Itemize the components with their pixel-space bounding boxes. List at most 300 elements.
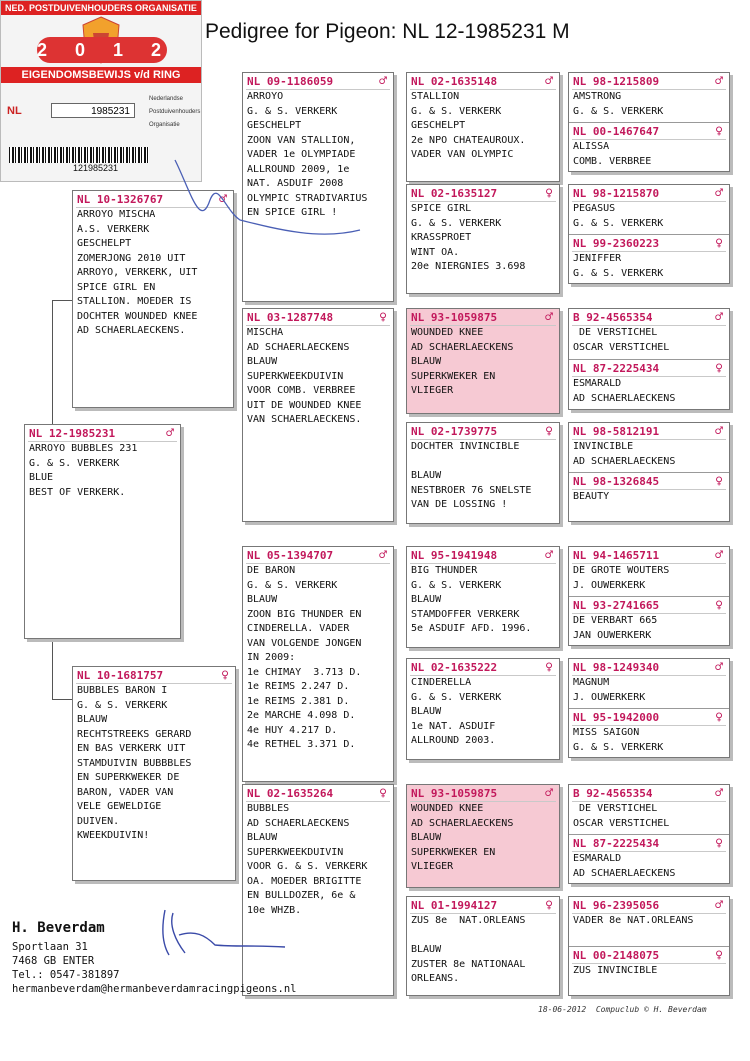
detail-line: G. & S. VERKERK — [77, 699, 168, 711]
ring-number — [569, 897, 729, 913]
detail-line: BARON, VADER VAN — [77, 786, 174, 798]
detail-line: 4e HUY 4.217 D. — [247, 724, 338, 736]
pigeon-entry-g5b — [569, 596, 729, 643]
sex-symbol-icon: ♀ — [715, 836, 723, 851]
ring-number — [243, 785, 393, 801]
detail-line: 5e ASDUIF AFD. 1996. — [411, 623, 532, 634]
ring-number-text: NL 01-1994127 — [411, 899, 498, 912]
pigeon-details — [569, 326, 729, 355]
ring-number — [569, 185, 729, 201]
pigeon-entry-g4a — [569, 423, 729, 469]
ring-number — [569, 659, 729, 675]
detail-line: G. & S. VERKERK — [247, 105, 338, 117]
detail-line: J. OUWERKERK — [573, 579, 646, 591]
ring-number-text: NL 94-1465711 — [573, 549, 660, 562]
detail-line: ARROYO, VERKERK, UIT — [77, 267, 198, 278]
detail-line: ZUS 8e NAT.ORLEANS — [411, 915, 526, 926]
pedigree-box-sd — [242, 308, 394, 522]
owner-phone: Tel.: 0547-381897 — [12, 969, 120, 981]
detail-line: 2e MARCHE 4.098 D. — [247, 710, 356, 721]
detail-line: BLAUW — [247, 594, 278, 605]
ring-number-text: B 92-4565354 — [573, 311, 653, 324]
detail-line: VADER 1e OLYMPIADE — [247, 149, 356, 160]
card-country: NL — [7, 105, 22, 117]
detail-line: VELE GEWELDIGE — [77, 801, 162, 812]
detail-line: AD SCHAERLAECKENS — [411, 341, 514, 353]
detail-line: VADER 8e NAT.ORLEANS — [573, 915, 694, 926]
detail-line: AD SCHAERLAECKENS — [247, 817, 350, 829]
ring-number-text: B 92-4565354 — [573, 787, 653, 800]
pigeon-entry-dsd — [407, 659, 559, 749]
pigeon-entry-g4b — [569, 472, 729, 519]
pigeon-details — [407, 676, 559, 749]
detail-line: 1e REIMS 2.247 D. — [247, 681, 350, 692]
detail-line: MAGNUM — [573, 677, 610, 688]
pigeon-entry-g7a — [569, 785, 729, 831]
detail-line: EN SUPERKWEKER DE — [77, 772, 180, 783]
pigeon-details — [569, 440, 729, 469]
detail-line: ARROYO MISCHA — [77, 209, 156, 220]
detail-line: STAMDOFFER VERKERK — [411, 608, 520, 620]
pigeon-details — [407, 90, 559, 163]
sex-symbol-icon: ♂ — [545, 548, 553, 563]
detail-line: G. & S. VERKERK — [411, 691, 502, 703]
pigeon-details — [569, 914, 729, 943]
owner-signature — [155, 905, 295, 965]
detail-line: G. & S. VERKERK — [573, 741, 664, 753]
detail-line: JAN OUWERKERK — [573, 629, 652, 641]
ring-number — [25, 425, 180, 441]
detail-line: ESMARALD — [573, 853, 622, 864]
pedigree-box-g6a — [568, 658, 730, 758]
pigeon-entry-g8a — [569, 897, 729, 943]
pigeon-entry-sds — [407, 309, 559, 399]
ring-number — [243, 547, 393, 563]
footer-date: 18-06-2012 — [538, 1005, 587, 1014]
detail-line: G. & S. VERKERK — [411, 579, 502, 591]
ring-number-text: NL 02-1739775 — [411, 425, 498, 438]
detail-line: CINDERELLA. VADER — [247, 623, 350, 634]
ring-number — [243, 73, 393, 89]
pedigree-box-g3a — [568, 308, 730, 410]
sex-symbol-icon: ♂ — [715, 786, 723, 801]
detail-line: DOCHTER WOUNDED KNEE — [77, 310, 198, 322]
sex-symbol-icon: ♂ — [715, 898, 723, 913]
detail-line: AD SCHAERLAECKENS — [247, 341, 350, 353]
pigeon-entry-subject — [25, 425, 180, 500]
detail-line: BLAUW — [411, 944, 442, 955]
ring-number-text: NL 10-1326767 — [77, 193, 164, 206]
detail-line: WINT OA. — [411, 246, 460, 258]
pedigree-box-dam — [72, 666, 236, 881]
pigeon-details — [407, 564, 559, 637]
ring-number-text: NL 87-2225434 — [573, 362, 660, 375]
detail-line: PEGASUS — [573, 203, 616, 214]
pedigree-box-g1a — [568, 72, 730, 172]
barcode — [9, 147, 149, 163]
ring-number-text: NL 02-1635264 — [247, 787, 334, 800]
ring-number — [407, 309, 559, 325]
detail-line: OA. MOEDER BRIGITTE — [247, 875, 362, 887]
ring-number-text: NL 09-1186059 — [247, 75, 334, 88]
detail-line: BUBBLES BARON I — [77, 685, 168, 696]
pigeon-details — [407, 326, 559, 399]
detail-line — [411, 455, 555, 470]
pigeon-details — [407, 802, 559, 875]
detail-line: RECHTSTREEKS GERARD — [77, 728, 192, 740]
detail-line: GESCHELPT — [411, 120, 466, 131]
owner-email: hermanbeverdam@hermanbeverdamracingpigeons.nl — [12, 983, 297, 995]
pigeon-details — [569, 614, 729, 643]
sex-symbol-icon: ♂ — [715, 424, 723, 439]
sex-symbol-icon: ♂ — [715, 310, 723, 325]
pigeon-entry-dds — [407, 785, 559, 875]
pigeon-details — [569, 377, 729, 406]
detail-line: ZOON VAN STALLION, — [247, 134, 356, 146]
detail-line: 4e RETHEL 3.371 D. — [247, 739, 356, 750]
sex-symbol-icon: ♀ — [545, 186, 553, 201]
pigeon-entry-ssd — [407, 185, 559, 275]
detail-line: ZUS INVINCIBLE — [573, 965, 658, 976]
detail-line: EN SPICE GIRL ! — [247, 207, 338, 218]
detail-line: G. & S. VERKERK — [29, 457, 120, 469]
ring-number — [407, 73, 559, 89]
ring-number-text: NL 96-2395056 — [573, 899, 660, 912]
detail-line: JENIFFER — [573, 253, 622, 264]
detail-line: STALLION. MOEDER IS — [77, 296, 192, 307]
detail-line: VADER VAN OLYMPIC — [411, 149, 514, 160]
sex-symbol-icon: ♂ — [545, 310, 553, 325]
detail-line: BLAUW — [247, 356, 278, 367]
detail-line: AD SCHAERLAECKENS. — [77, 325, 186, 336]
ring-number — [569, 360, 729, 376]
sex-symbol-icon: ♀ — [715, 361, 723, 376]
ring-number-text: NL 05-1394707 — [247, 549, 334, 562]
detail-line: ARROYO BUBBLES 231 — [29, 443, 138, 454]
detail-line: G. & S. VERKERK — [247, 579, 338, 591]
pigeon-entry-g2b — [569, 234, 729, 281]
sex-symbol-icon: ♀ — [715, 236, 723, 251]
detail-line: ALLROUND 2009, 1e — [247, 163, 350, 175]
ring-number — [407, 785, 559, 801]
detail-line: VAN DE LOSSING ! — [411, 499, 508, 510]
pigeon-details — [407, 440, 559, 513]
ring-number — [73, 667, 235, 683]
detail-line: COMB. VERBREE — [573, 155, 652, 167]
detail-line: DE GROTE WOUTERS — [573, 565, 670, 576]
detail-line: SUPERKWEKER EN — [411, 370, 496, 382]
detail-line: G. & S. VERKERK — [573, 217, 664, 229]
card-org-banner: NED. POSTDUIVENHOUDERS ORGANISATIE — [1, 1, 201, 15]
detail-line: G. & S. VERKERK — [573, 267, 664, 279]
ring-number-text: NL 00-2148075 — [573, 949, 660, 962]
detail-line: 1e CHIMAY 3.713 D. — [247, 666, 362, 678]
pigeon-details — [569, 490, 729, 519]
detail-line: 2e NPO CHATEAUROUX. — [411, 134, 526, 146]
detail-line: STALLION — [411, 91, 460, 102]
detail-line: BEAUTY — [573, 491, 610, 502]
detail-line: KWEEKDUIVIN! — [77, 830, 150, 841]
detail-line: VOOR G. & S. VERKERK — [247, 861, 368, 872]
detail-line: NESTBROER 76 SNELSTE — [411, 484, 532, 496]
connector-line — [52, 699, 72, 700]
detail-line: BUBBLES — [247, 803, 290, 814]
ring-number-text: NL 98-1326845 — [573, 475, 660, 488]
detail-line: BLUE — [29, 472, 54, 483]
detail-line: ARROYO — [247, 91, 284, 102]
pigeon-details — [569, 726, 729, 755]
detail-line: ZOMERJONG 2010 UIT — [77, 252, 186, 264]
detail-line: DOCHTER INVINCIBLE — [411, 441, 520, 452]
detail-line: BLAUW — [411, 470, 442, 481]
ring-number — [569, 835, 729, 851]
pedigree-box-dds — [406, 784, 560, 888]
ring-number-text: NL 00-1467647 — [573, 125, 660, 138]
sex-symbol-icon: ♂ — [715, 186, 723, 201]
detail-line: DE VERBART 665 — [573, 615, 658, 626]
pedigree-box-ddd — [406, 896, 560, 996]
pedigree-box-g8a — [568, 896, 730, 996]
sex-symbol-icon: ♀ — [545, 660, 553, 675]
ring-number — [569, 947, 729, 963]
detail-line: AD SCHAERLAECKENS — [573, 867, 676, 879]
detail-line: MISCHA — [247, 327, 284, 338]
pigeon-details — [243, 326, 393, 428]
pigeon-entry-sdd — [407, 423, 559, 513]
detail-line: VOOR COMB. VERBREE — [247, 385, 356, 396]
card-year: 2012 — [37, 37, 167, 63]
detail-line: BLAUW — [411, 832, 442, 843]
detail-line: G. & S. VERKERK — [411, 217, 502, 229]
pigeon-details — [243, 564, 393, 753]
connector-line — [52, 300, 53, 424]
pigeon-entry-g3a — [569, 309, 729, 355]
ring-number — [407, 547, 559, 563]
detail-line: EN BAS VERKERK UIT — [77, 743, 186, 754]
detail-line: DE VERSTICHEL — [573, 803, 658, 814]
detail-line: BLAUW — [411, 356, 442, 367]
detail-line — [411, 929, 555, 944]
detail-line: DE BARON — [247, 565, 296, 576]
detail-line: BLAUW — [411, 706, 442, 717]
pigeon-entry-g2a — [569, 185, 729, 231]
ring-number-text: NL 99-2360223 — [573, 237, 660, 250]
pigeon-entry-dam — [73, 667, 235, 844]
detail-line: STAMDUIVIN BUBBBLES — [77, 757, 192, 769]
pigeon-details — [569, 802, 729, 831]
card-ring-number: 1985231 — [51, 103, 135, 118]
pigeon-details — [243, 802, 393, 918]
detail-line: ZUSTER 8e NATIONAAL — [411, 958, 526, 970]
pigeon-entry-g8b — [569, 946, 729, 993]
ring-number-text: NL 98-5812191 — [573, 425, 660, 438]
ring-number-text: NL 02-1635148 — [411, 75, 498, 88]
detail-line: WOUNDED KNEE — [411, 803, 484, 814]
sex-symbol-icon: ♂ — [715, 74, 723, 89]
ring-number-text: NL 93-1059875 — [411, 787, 498, 800]
ring-number-text: NL 95-1941948 — [411, 549, 498, 562]
detail-line: IN 2009: — [247, 652, 296, 663]
ring-number — [243, 309, 393, 325]
sex-symbol-icon: ♂ — [219, 192, 227, 207]
pigeon-entry-g6b — [569, 708, 729, 755]
pedigree-box-g5a — [568, 546, 730, 646]
ring-number-text: NL 03-1287748 — [247, 311, 334, 324]
sex-symbol-icon: ♀ — [715, 124, 723, 139]
pedigree-box-dsd — [406, 658, 560, 760]
detail-line — [573, 929, 725, 944]
pigeon-entry-g3b — [569, 359, 729, 406]
detail-line: SUPERKWEEKDUIVIN — [247, 370, 344, 382]
detail-line: CINDERELLA — [411, 677, 472, 688]
pigeon-entry-sd — [243, 309, 393, 428]
ring-number — [569, 709, 729, 725]
detail-line: VAN VOLGENDE JONGEN — [247, 637, 362, 649]
pigeon-details — [73, 684, 235, 844]
ring-number — [569, 473, 729, 489]
barcode-number: 121985231 — [73, 163, 119, 173]
detail-line: 20e NIERGNIES 3.698 — [411, 261, 526, 272]
detail-line: GESCHELPT — [77, 238, 132, 249]
detail-line: J. OUWERKERK — [573, 691, 646, 703]
ring-number-text: NL 02-1635127 — [411, 187, 498, 200]
detail-line — [573, 505, 725, 520]
detail-line: VLIEGER — [411, 385, 454, 396]
ring-number — [569, 73, 729, 89]
detail-line — [573, 979, 725, 994]
detail-line: UIT DE WOUNDED KNEE — [247, 399, 362, 411]
ring-number — [569, 423, 729, 439]
sex-symbol-icon: ♀ — [221, 668, 229, 683]
pigeon-details — [569, 252, 729, 281]
pedigree-box-g2a — [568, 184, 730, 284]
page-title: Pedigree for Pigeon: NL 12-1985231 M — [205, 20, 570, 43]
pigeon-entry-ds — [243, 547, 393, 753]
card-side-labels: Nederlandse Postduivenhouders Organisatie — [149, 96, 201, 128]
detail-line: NAT. ASDUIF 2008 — [247, 178, 344, 189]
pedigree-box-sds — [406, 308, 560, 414]
detail-line: DUIVEN. — [77, 815, 120, 827]
ring-number — [569, 785, 729, 801]
detail-line: 1e NAT. ASDUIF — [411, 720, 496, 732]
pedigree-box-g4a — [568, 422, 730, 522]
detail-line: ALLROUND 2003. — [411, 735, 496, 746]
ring-number — [407, 185, 559, 201]
pigeon-entry-g6a — [569, 659, 729, 705]
detail-line: MISS SAIGON — [573, 727, 640, 738]
detail-line: ESMARALD — [573, 378, 622, 389]
sex-symbol-icon: ♀ — [715, 474, 723, 489]
detail-line: ZOON BIG THUNDER EN — [247, 608, 362, 620]
ring-number-text: NL 87-2225434 — [573, 837, 660, 850]
detail-line: OLYMPIC STRADIVARIUS — [247, 192, 368, 204]
ring-number-text: NL 98-1249340 — [573, 661, 660, 674]
ring-number-text: NL 02-1635222 — [411, 661, 498, 674]
sex-symbol-icon: ♀ — [545, 898, 553, 913]
pigeon-details — [569, 964, 729, 993]
ring-number-text: NL 93-2741665 — [573, 599, 660, 612]
detail-line: GESCHELPT — [247, 120, 302, 131]
pedigree-box-sdd — [406, 422, 560, 524]
detail-line: G. & S. VERKERK — [573, 105, 664, 117]
sex-symbol-icon: ♀ — [715, 948, 723, 963]
detail-line: EN BULLDOZER, 6e & — [247, 890, 356, 901]
pigeon-entry-g1b — [569, 122, 729, 169]
sex-symbol-icon: ♀ — [715, 598, 723, 613]
detail-line: 10e WHZB. — [247, 904, 302, 916]
pigeon-details — [407, 914, 559, 987]
pigeon-entry-dss — [407, 547, 559, 637]
ring-number — [569, 547, 729, 563]
sex-symbol-icon: ♀ — [545, 424, 553, 439]
pedigree-box-ssd — [406, 184, 560, 294]
ring-number-text: NL 95-1942000 — [573, 711, 660, 724]
pedigree-box-dss — [406, 546, 560, 648]
ring-number-text: NL 98-1215809 — [573, 75, 660, 88]
pigeon-details — [569, 564, 729, 593]
pigeon-details — [569, 140, 729, 169]
detail-line: KRASSPROET — [411, 232, 472, 243]
detail-line: INVINCIBLE — [573, 441, 634, 452]
detail-line: AD SCHAERLAECKENS — [573, 455, 676, 467]
detail-line: BLAUW — [247, 832, 278, 843]
pedigree-box-ds — [242, 546, 394, 782]
ring-number-text: NL 93-1059875 — [411, 311, 498, 324]
pigeon-entry-dd — [243, 785, 393, 918]
owner-city: 7468 GB ENTER — [12, 955, 95, 967]
detail-line: BEST OF VERKERK. — [29, 486, 126, 498]
detail-line: AD SCHAERLAECKENS — [411, 817, 514, 829]
detail-line: BLAUW — [411, 594, 442, 605]
ring-number-text: NL 98-1215870 — [573, 187, 660, 200]
ring-number — [407, 423, 559, 439]
detail-line: OSCAR VERSTICHEL — [573, 817, 670, 829]
detail-line: SUPERKWEKER EN — [411, 846, 496, 858]
detail-line: OSCAR VERSTICHEL — [573, 341, 670, 353]
detail-line: SPICE GIRL EN — [77, 281, 156, 293]
pigeon-details — [569, 202, 729, 231]
ring-number — [407, 659, 559, 675]
pigeon-entry-g1a — [569, 73, 729, 119]
detail-line: BIG THUNDER — [411, 565, 478, 576]
ring-number-text: NL 10-1681757 — [77, 669, 164, 682]
connector-line — [52, 300, 72, 301]
detail-line: VLIEGER — [411, 861, 454, 872]
pedigree-box-g7a — [568, 784, 730, 884]
card-title: EIGENDOMSBEWIJS v/d RING — [1, 67, 201, 83]
ring-number-text: NL 12-1985231 — [29, 427, 116, 440]
detail-line: BLAUW — [77, 714, 108, 725]
detail-line: ORLEANS. — [411, 973, 460, 984]
pigeon-details — [25, 442, 180, 500]
pigeon-entry-g7b — [569, 834, 729, 881]
ring-number — [569, 123, 729, 139]
pigeon-details — [569, 852, 729, 881]
detail-line: ALISSA — [573, 141, 610, 152]
sex-symbol-icon: ♀ — [715, 710, 723, 725]
detail-line: WOUNDED KNEE — [411, 327, 484, 338]
sex-symbol-icon: ♀ — [379, 310, 387, 325]
detail-line: A.S. VERKERK — [77, 223, 150, 235]
detail-line: SPICE GIRL — [411, 203, 472, 214]
detail-line: SUPERKWEEKDUIVIN — [247, 846, 344, 858]
sex-symbol-icon: ♀ — [379, 786, 387, 801]
pigeon-entry-ddd — [407, 897, 559, 987]
detail-line: G. & S. VERKERK — [411, 105, 502, 117]
ring-number — [569, 309, 729, 325]
pedigree-box-subject — [24, 424, 181, 639]
footer — [538, 1005, 707, 1014]
